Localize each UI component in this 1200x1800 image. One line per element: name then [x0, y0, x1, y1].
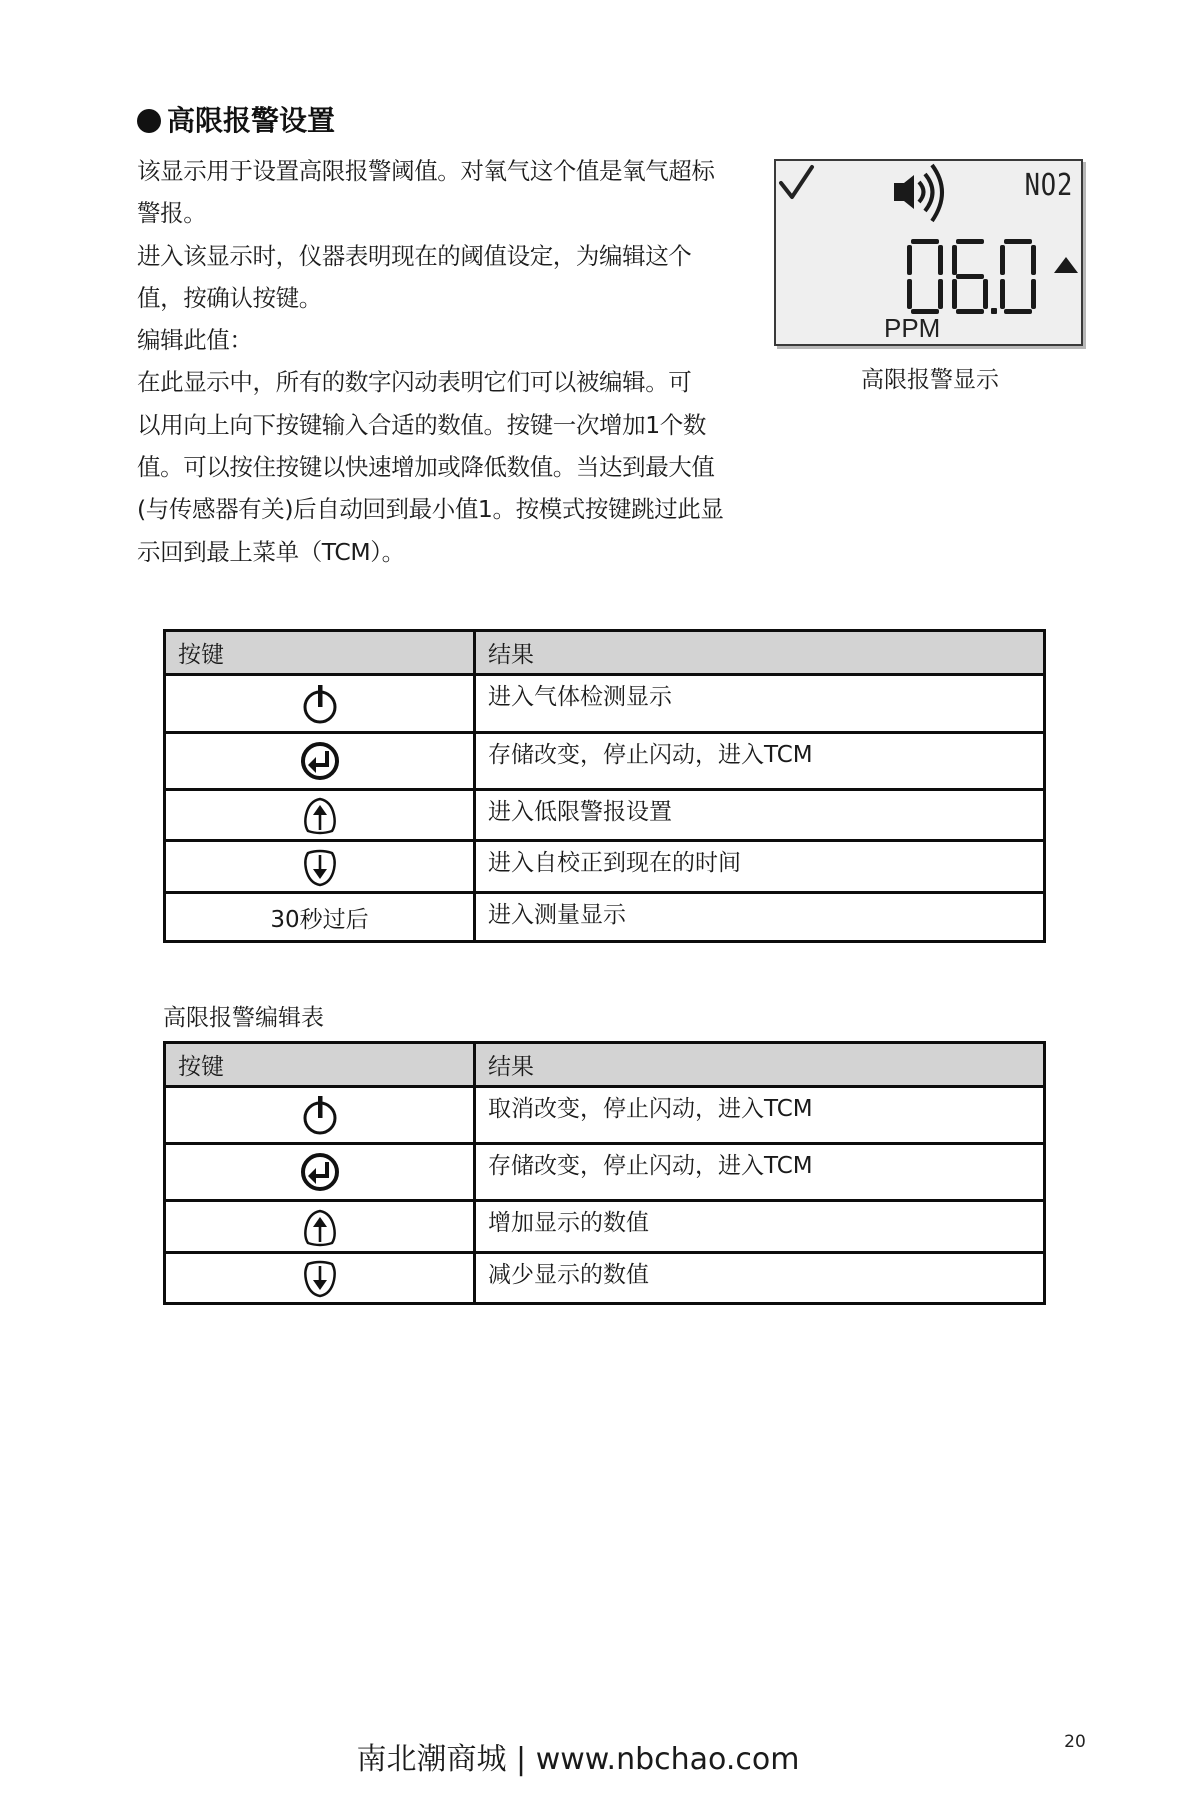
header-key: 按键 — [165, 631, 475, 675]
result-cell: 增加显示的数值 — [475, 1201, 1045, 1253]
key-cell-text: 30秒过后 — [165, 893, 475, 942]
bullet-icon — [137, 109, 161, 133]
table-header-row — [165, 1043, 1045, 1087]
paragraph-line: 以用向上向下按键输入合适的数值。按键一次增加1个数 — [137, 410, 706, 439]
power-icon — [300, 683, 340, 725]
key-cell — [165, 841, 475, 893]
power-icon — [300, 1094, 340, 1136]
lcd-display — [774, 159, 1083, 346]
key-cell — [165, 1144, 475, 1201]
footer — [0, 1740, 1200, 1780]
table-row — [165, 733, 1045, 790]
table-row — [165, 1144, 1045, 1201]
result-cell: 进入气体检测显示 — [475, 675, 1045, 733]
paragraph-line: 警报。 — [137, 199, 207, 228]
edit-table-caption: 高限报警编辑表 — [163, 1005, 324, 1031]
header-result: 结果 — [475, 1043, 1045, 1087]
down-arrow-icon — [300, 1258, 340, 1298]
key-cell — [165, 733, 475, 790]
lcd-caption: 高限报警显示 — [861, 367, 999, 393]
key-cell — [165, 675, 475, 733]
result-cell: 取消改变，停止闪动，进入TCM — [475, 1087, 1045, 1144]
key-cell — [165, 1087, 475, 1144]
result-cell: 进入低限警报设置 — [475, 790, 1045, 841]
table-row — [165, 675, 1045, 733]
header-key: 按键 — [165, 1043, 475, 1087]
result-cell: 存储改变，停止闪动，进入TCM — [475, 1144, 1045, 1201]
table-row — [165, 841, 1045, 893]
enter-icon — [300, 740, 340, 782]
header-result: 结果 — [475, 631, 1045, 675]
lcd-gas-label: NO2 — [1024, 168, 1073, 203]
result-cell: 存储改变，停止闪动，进入TCM — [475, 733, 1045, 790]
paragraph-line: (与传感器有关)后自动回到最小值1。按模式按键跳过此显 — [137, 495, 724, 524]
edit-key-results-table — [163, 1041, 1046, 1305]
paragraph-line: 示回到最上菜单（TCM）。 — [137, 537, 405, 566]
paragraph-line: 该显示用于设置高限报警阈值。对氧气这个值是氧气超标 — [137, 157, 715, 185]
section-heading-text: 高限报警设置 — [167, 104, 336, 137]
key-cell — [165, 1201, 475, 1253]
down-arrow-icon — [300, 847, 340, 887]
result-cell: 进入自校正到现在的时间 — [475, 841, 1045, 893]
lcd-value-digits — [907, 239, 1036, 314]
table-row — [165, 1201, 1045, 1253]
paragraph-line: 值，按确认按键。 — [137, 283, 322, 312]
table-header-row — [165, 631, 1045, 675]
table-row — [165, 893, 1045, 942]
paragraph-line: 编辑此值： — [137, 326, 253, 355]
section-heading — [137, 102, 335, 140]
paragraph-line: 进入该显示时，仪器表明现在的阈值设定，为编辑这个 — [137, 241, 692, 270]
table-row — [165, 790, 1045, 841]
table-row — [165, 1087, 1045, 1144]
triangle-up-icon — [1054, 257, 1078, 273]
page-number: 20 — [1064, 1732, 1086, 1752]
lcd-unit-label: PPM — [884, 313, 941, 343]
enter-icon — [300, 1151, 340, 1193]
speaker-alarm-icon — [894, 165, 942, 221]
paragraph-line: 值。可以按住按键以快速增加或降低数值。当达到最大值 — [137, 453, 715, 482]
key-cell — [165, 790, 475, 841]
key-cell — [165, 1253, 475, 1304]
result-cell: 减少显示的数值 — [475, 1253, 1045, 1304]
up-arrow-icon — [300, 1207, 340, 1247]
table-row — [165, 1253, 1045, 1304]
check-icon — [781, 167, 812, 197]
footer-text: 南北潮商城 | www.nbchao.com — [356, 1742, 800, 1777]
paragraph-line: 在此显示中，所有的数字闪动表明它们可以被编辑。可 — [137, 368, 692, 397]
up-arrow-icon — [300, 795, 340, 835]
result-cell: 进入测量显示 — [475, 893, 1045, 942]
description-paragraph — [137, 150, 757, 573]
key-results-table — [163, 629, 1046, 943]
